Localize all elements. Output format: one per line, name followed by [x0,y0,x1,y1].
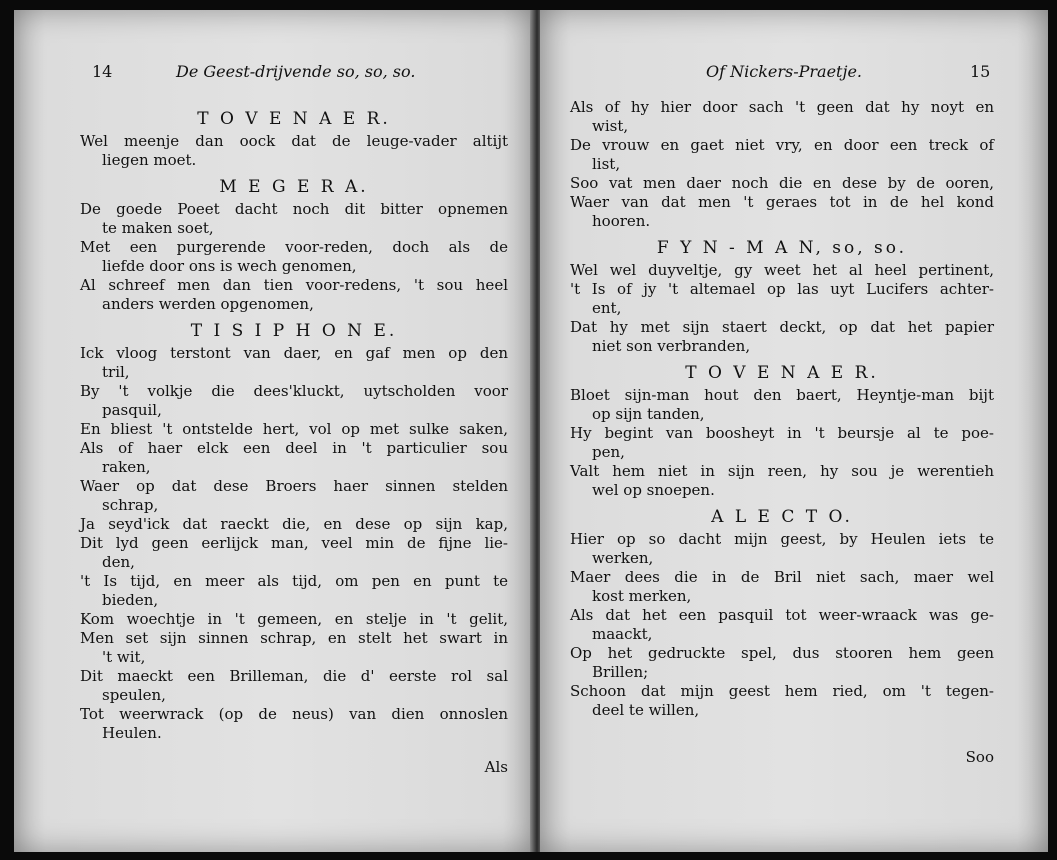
verse-line: Als of haer elck een deel in 't particulier sou [80,439,508,457]
verse-line: Waer van dat men 't geraes tot in de hel kond [570,193,994,211]
speaker-heading: T O V E N A E R. [197,109,391,129]
verse-line: Als dat het een pasquil tot weer-wraack was ge- [570,606,994,624]
verse-line: En bliest 't ontstelde hert, vol op met sulke saken, [80,420,508,438]
verse-continuation: pen, [592,443,625,461]
verse-continuation: speulen, [102,686,166,704]
verse-line: Wel meenje dan oock dat de leuge-vader altijt [80,132,508,150]
verse-line: Waer op dat dese Broers haer sinnen stelden [80,477,508,495]
page-body [80,102,508,743]
verse-line: Dat hy met sijn staert deckt, op dat het papier [570,318,994,336]
verse-line: De vrouw en gaet niet vry, en door een treck of [570,136,994,154]
verse-continuation: maackt, [592,625,653,643]
verse-line: Men set sijn sinnen schrap, en stelt het swart in [80,629,508,647]
verse-continuation: bieden, [102,591,159,609]
verse-line: Hier op so dacht mijn geest, by Heulen iets te [570,530,994,548]
verse-continuation: Brillen; [592,663,649,681]
page-body [570,98,994,720]
verse-continuation: te maken soet, [102,219,214,237]
verse-continuation: wist, [592,117,629,135]
verse-continuation: werken, [592,549,654,567]
verse-continuation: liegen moet. [102,151,197,169]
verse-line: Valt hem niet in sijn reen, hy sou je werentieh [570,462,994,480]
verse-line: Al schreef men dan tien voor-redens, 't sou heel [80,276,508,294]
verse-line: 't Is of jy 't altemael op las uyt Lucifers achter- [570,280,994,298]
verse-line: Schoon dat mijn geest hem ried, om 't tegen- [570,682,994,700]
verse-line: Ick vloog terstont van daer, en gaf men op den [80,344,508,362]
running-head: De Geest-drijvende so, so, so. [176,62,416,81]
catchword: Als [484,758,508,776]
verse-line: Hy begint van boosheyt in 't beursje al te poe- [570,424,994,442]
verse-line: Bloet sijn-man hout den baert, Heyntje-man bijt [570,386,994,404]
page-number: 15 [970,62,991,81]
verse-continuation: pasquil, [102,401,162,419]
speaker-heading: A L E C T O. [711,507,853,527]
verse-line: Op het gedruckte spel, dus stooren hem geen [570,644,994,662]
verse-continuation: liefde door ons is wech genomen, [102,257,357,275]
verse-continuation: ent, [592,299,622,317]
verse-line: Wel wel duyveltje, gy weet het al heel pertinent, [570,261,994,279]
verse-continuation: list, [592,155,621,173]
verse-continuation: 't wit, [102,648,146,666]
speaker-heading: T I S I P H O N E. [190,321,398,341]
verse-line: Dit maeckt een Brilleman, die d' eerste rol sal [80,667,508,685]
verse-continuation: wel op snoepen. [592,481,715,499]
verse-line: Als of hy hier door sach 't geen dat hy noyt en [570,98,994,116]
verse-line: 't Is tijd, en meer als tijd, om pen en punt te [80,572,508,590]
verse-line: Tot weerwrack (op de neus) van dien onnoslen [80,705,508,723]
verse-continuation: raken, [102,458,151,476]
running-head: Of Nickers-Praetje. [706,62,862,81]
verse-line: Dit lyd geen eerlijck man, veel min de fijne lie- [80,534,508,552]
verse-line: De goede Poeet dacht noch dit bitter opnemen [80,200,508,218]
page-number: 14 [92,62,113,81]
verse-continuation: schrap, [102,496,159,514]
verse-continuation: op sijn tanden, [592,405,705,423]
verse-continuation: deel te willen, [592,701,700,719]
verse-line: By 't volkje die dees'kluckt, uytscholden voor [80,382,508,400]
verse-continuation: den, [102,553,135,571]
verse-continuation: hooren. [592,212,651,230]
right-page [540,10,1048,852]
catchword: Soo [965,748,994,766]
verse-line: Soo vat men daer noch die en dese by de ooren, [570,174,994,192]
verse-continuation: kost merken, [592,587,692,605]
verse-continuation: anders werden opgenomen, [102,295,314,313]
verse-continuation: Heulen. [102,724,162,742]
verse-line: Kom woechtje in 't gemeen, en stelje in 't gelit, [80,610,508,628]
verse-line: Maer dees die in de Bril niet sach, maer wel [570,568,994,586]
speaker-heading: F Y N - M A N, so, so. [656,238,908,258]
left-page [14,10,534,852]
verse-continuation: niet son verbranden, [592,337,751,355]
verse-line: Met een purgerende voor-reden, doch als de [80,238,508,256]
verse-continuation: tril, [102,363,130,381]
verse-line: Ja seyd'ick dat raeckt die, en dese op sijn kap, [80,515,508,533]
speaker-heading: T O V E N A E R. [685,363,879,383]
speaker-heading: M E G E R A. [219,177,369,197]
